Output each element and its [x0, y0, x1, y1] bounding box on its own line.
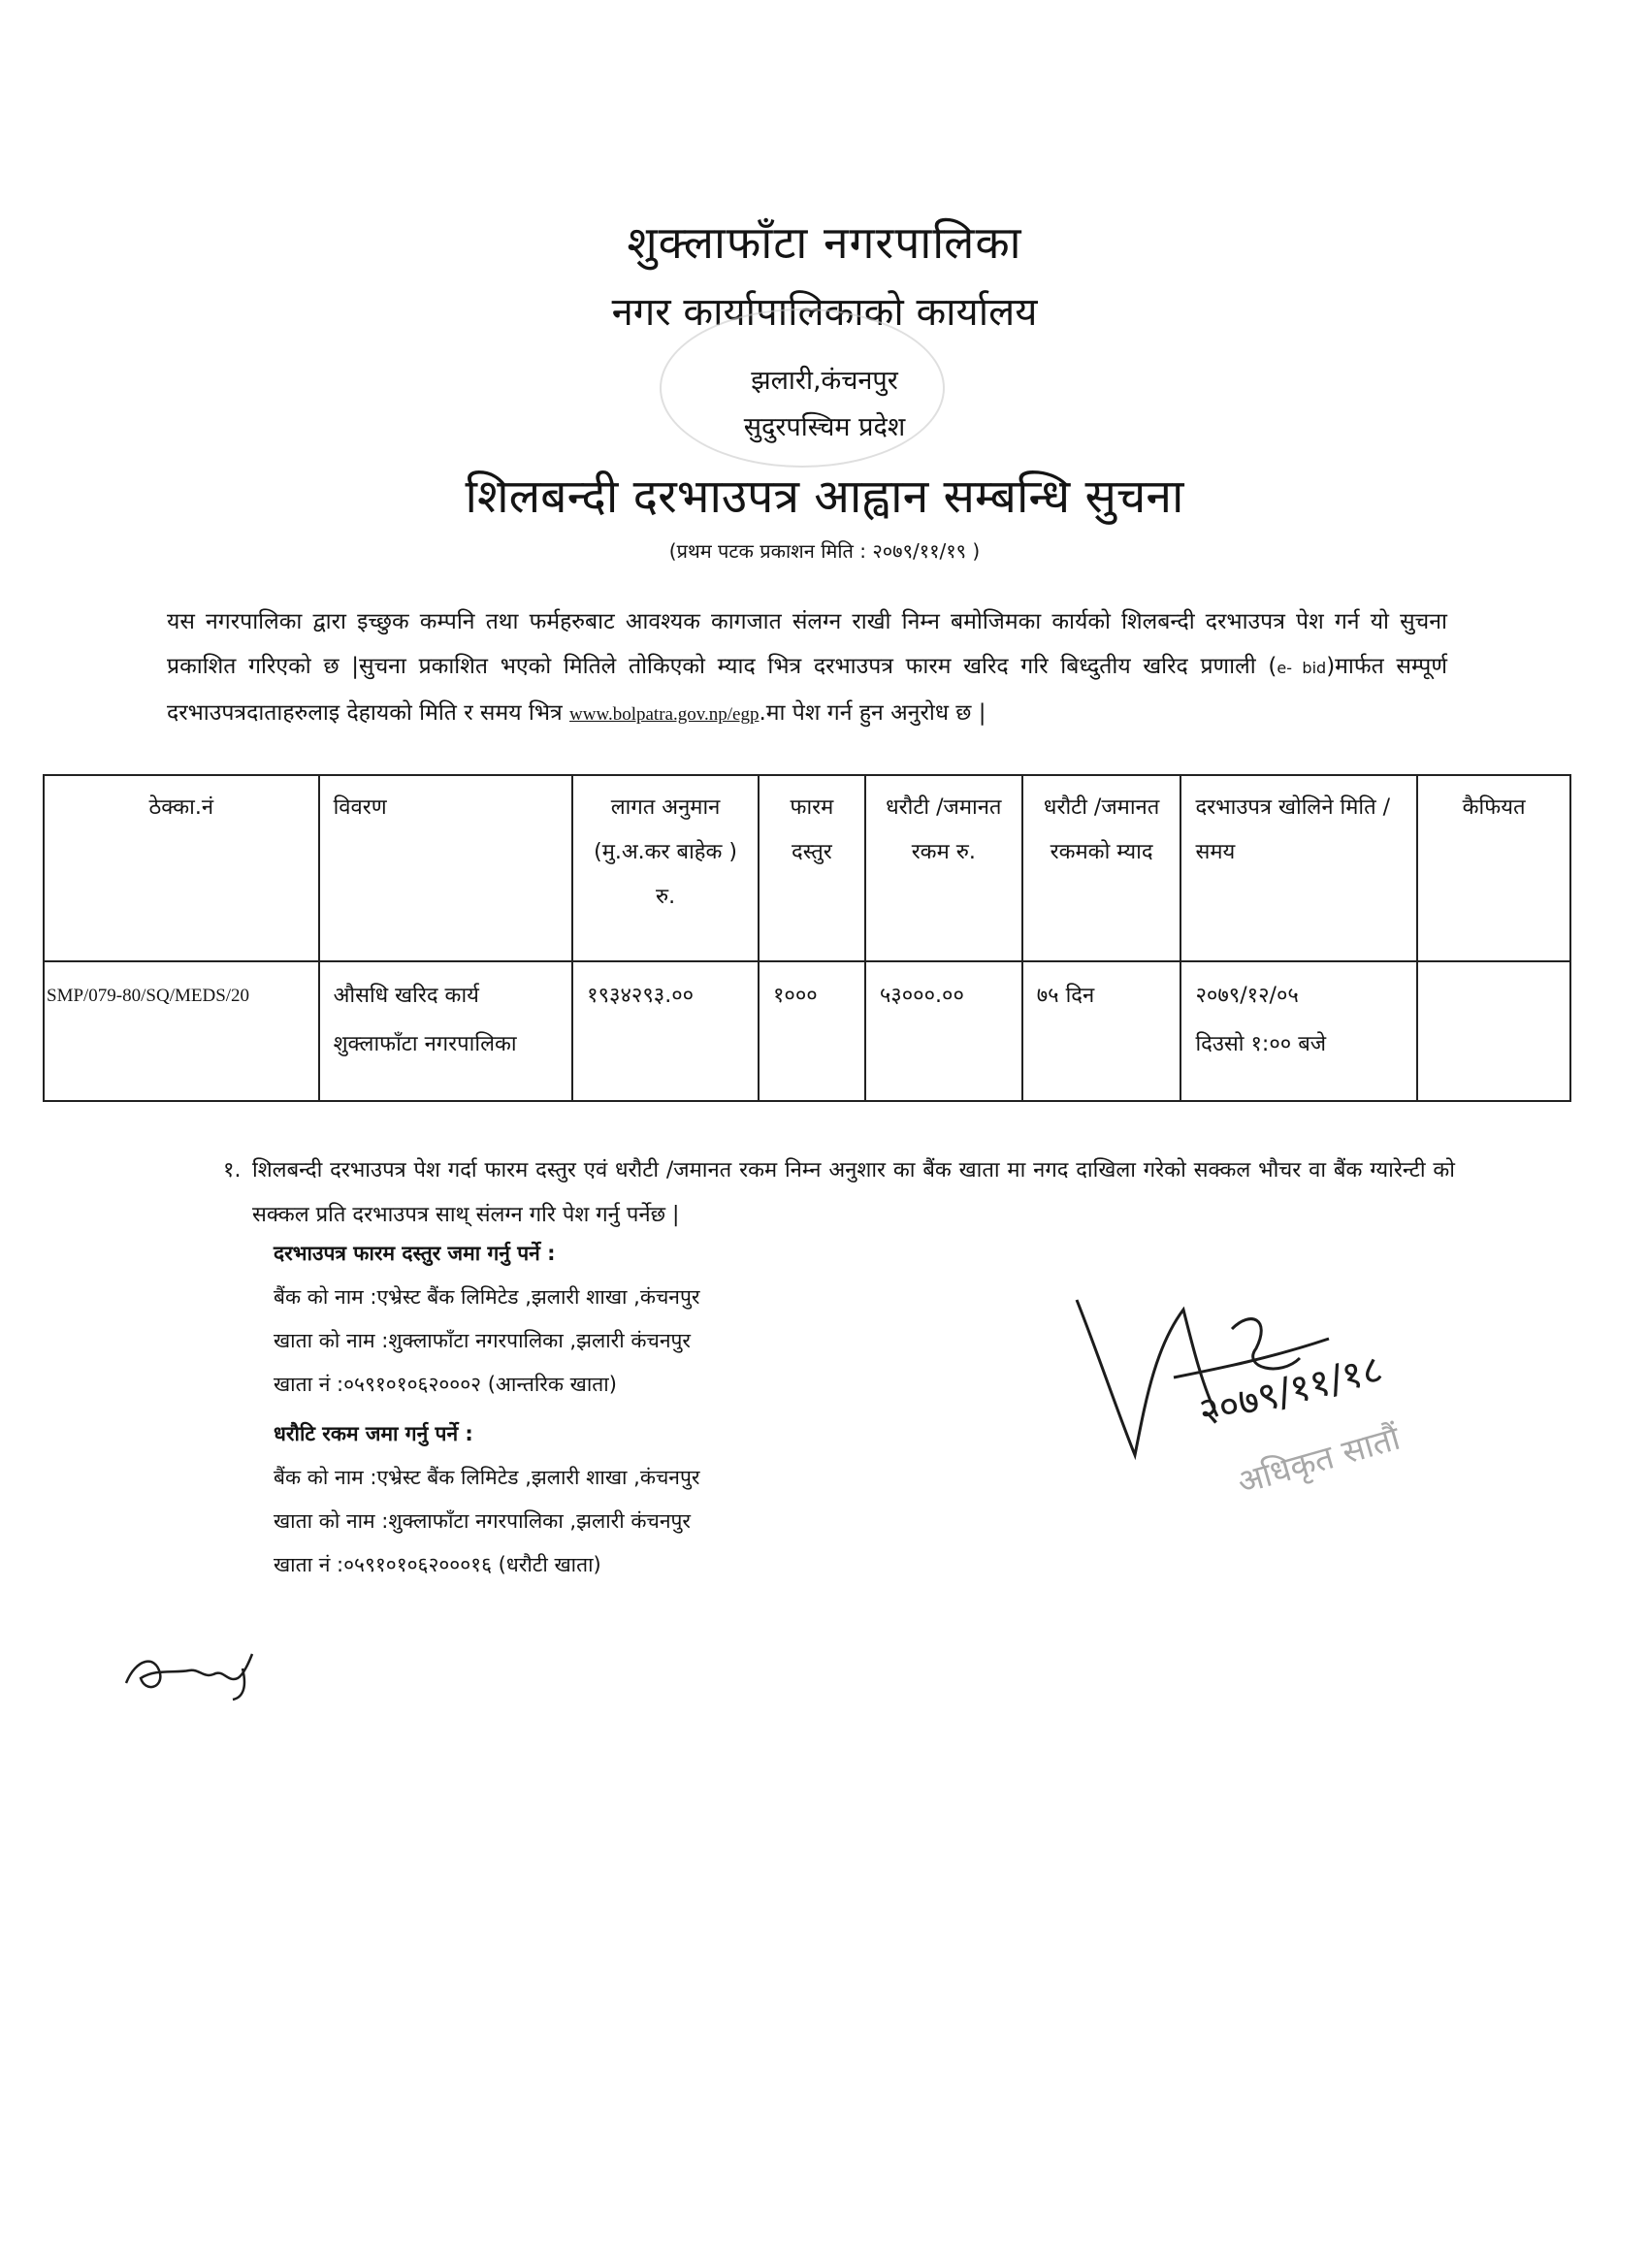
intro-text-3: .मा पेश गर्न हुन अनुरोध छ |: [759, 700, 986, 726]
cell-cost-estimate: १९३४२९३.००: [572, 961, 759, 1101]
form-fee-account-name: खाता को नाम :शुक्लाफाँटा नगरपालिका ,झलारी कंचनपुर: [274, 1329, 691, 1352]
cell-form-fee: १०००: [759, 961, 865, 1101]
office-province: सुदुरपस्चिम प्रदेश: [743, 412, 906, 442]
security-account: [274, 1412, 699, 1587]
intro-paragraph: [167, 599, 1447, 737]
officer-stamp: अधिकृत सातौं: [1233, 1418, 1405, 1503]
cell-remarks: [1417, 961, 1570, 1101]
cell-opening-datetime: [1180, 961, 1417, 1101]
intro-text-2: )मार्फत सम्पूर्ण दरभाउपत्रदाताहरुलाइ देहायको मिति र समय भित्र: [167, 654, 1447, 726]
form-fee-account-no: खाता नं :०५९१०१०६२०००२ (आन्तरिक खाता): [274, 1373, 617, 1396]
publication-date: (प्रथम पटक प्रकाशन मिति : २०७९/११/१९ ): [668, 539, 981, 563]
bolpatra-link[interactable]: www.bolpatra.gov.np/egp: [569, 704, 760, 725]
table-header-row: [44, 775, 1570, 961]
cell-security-validity: ७५ दिन: [1022, 961, 1181, 1101]
header-form-fee: फारम दस्तुर: [759, 775, 865, 961]
description-line-2: शुक्लाफाँटा नगरपालिका: [333, 1032, 517, 1056]
security-bank-name: बैंक को नाम :एभ्रेस्ट बैंक लिमिटेड ,झलारी शाखा ,कंचनपुर: [274, 1466, 700, 1489]
opening-date: २०७९/१२/०५: [1195, 984, 1299, 1008]
opening-time: दिउसो १:०० बजे: [1195, 1032, 1327, 1056]
header-security-validity: धरौटी /जमानत रकमको म्याद: [1022, 775, 1181, 961]
note-text: शिलबन्दी दरभाउपत्र पेश गर्दा फारम दस्तुर एवं धरौटी /जमानत रकम निम्न अनुशार का बैंक खाता मा नगद दाखिला गरेको सक्कल भौचर वा बैंक ग्यारेन्टी को सक्कल प्रति दरभाउपत्र साथ् संलग्न गरि पेश गर्नु पर्नेछ |: [252, 1158, 1455, 1227]
cell-bid-security: ५३०००.००: [865, 961, 1022, 1101]
signature-date: २०७९/११/१८: [1194, 1346, 1388, 1436]
cell-contract-no: SMP/079-80/SQ/MEDS/20: [44, 961, 319, 1101]
description-line-1: औसधि खरिद कार्य: [333, 984, 479, 1008]
instruction-note: [223, 1149, 1455, 1238]
office-name: नगर कार्यापालिकाको कार्यालय: [611, 290, 1038, 335]
form-fee-title: दरभाउपत्र फारम दस्तुर जमा गर्नु पर्ने :: [274, 1242, 556, 1265]
officer-signature: [1057, 1271, 1445, 1523]
header-cost-estimate: लागत अनुमान (मु.अ.कर बाहेक ) रु.: [572, 775, 759, 961]
office-address: झलारी,कंचनपुर: [751, 366, 898, 396]
security-account-name: खाता को नाम :शुक्लाफाँटा नगरपालिका ,झलारी कंचनपुर: [274, 1509, 691, 1533]
intro-text-1: यस नगरपालिका द्वारा इच्छुक कम्पनि तथा फर्महरुबाट आवश्यक कागजात संलग्न राखी निम्न बमोजिमका कार्यको शिलबन्दी दरभाउपत्र पेश गर्न यो सुचना प्रकाशित गरिएको छ |सुचना प्रकाशित भएको मितिले तोकिएको म्याद भित्र दरभाउपत्र फारम खरिद गरि बिध्दुतीय खरिद प्रणाली (: [167, 609, 1447, 679]
table-row: [44, 961, 1570, 1101]
header-description: विवरण: [319, 775, 573, 961]
note-number: १.: [223, 1158, 242, 1183]
header-remarks: कैफियत: [1417, 775, 1570, 961]
security-account-no: खाता नं :०५९१०१०६२०००१६ (धरौटी खाता): [274, 1553, 601, 1576]
header-bid-security: धरौटी /जमानत रकम रु.: [865, 775, 1022, 961]
ebid-label: e- bid: [1277, 659, 1327, 677]
security-title: धरौटि रकम जमा गर्नु पर्ने :: [274, 1422, 473, 1445]
municipality-name: शुक्लाफाँटा नगरपालिका: [627, 216, 1022, 269]
header-opening-datetime: दरभाउपत्र खोलिने मिति /समय: [1180, 775, 1417, 961]
form-fee-account: [274, 1232, 699, 1407]
cell-description: [319, 961, 573, 1101]
form-fee-bank-name: बैंक को नाम :एभ्रेस्ट बैंक लिमिटेड ,झलारी शाखा ,कंचनपुर: [274, 1285, 700, 1309]
tender-table: [43, 774, 1571, 1102]
secondary-signature: [116, 1639, 272, 1707]
notice-title: शिलबन्दी दरभाउपत्र आह्वान सम्बन्धि सुचना: [465, 470, 1184, 524]
header-contract-no: ठेक्का.नं: [44, 775, 319, 961]
